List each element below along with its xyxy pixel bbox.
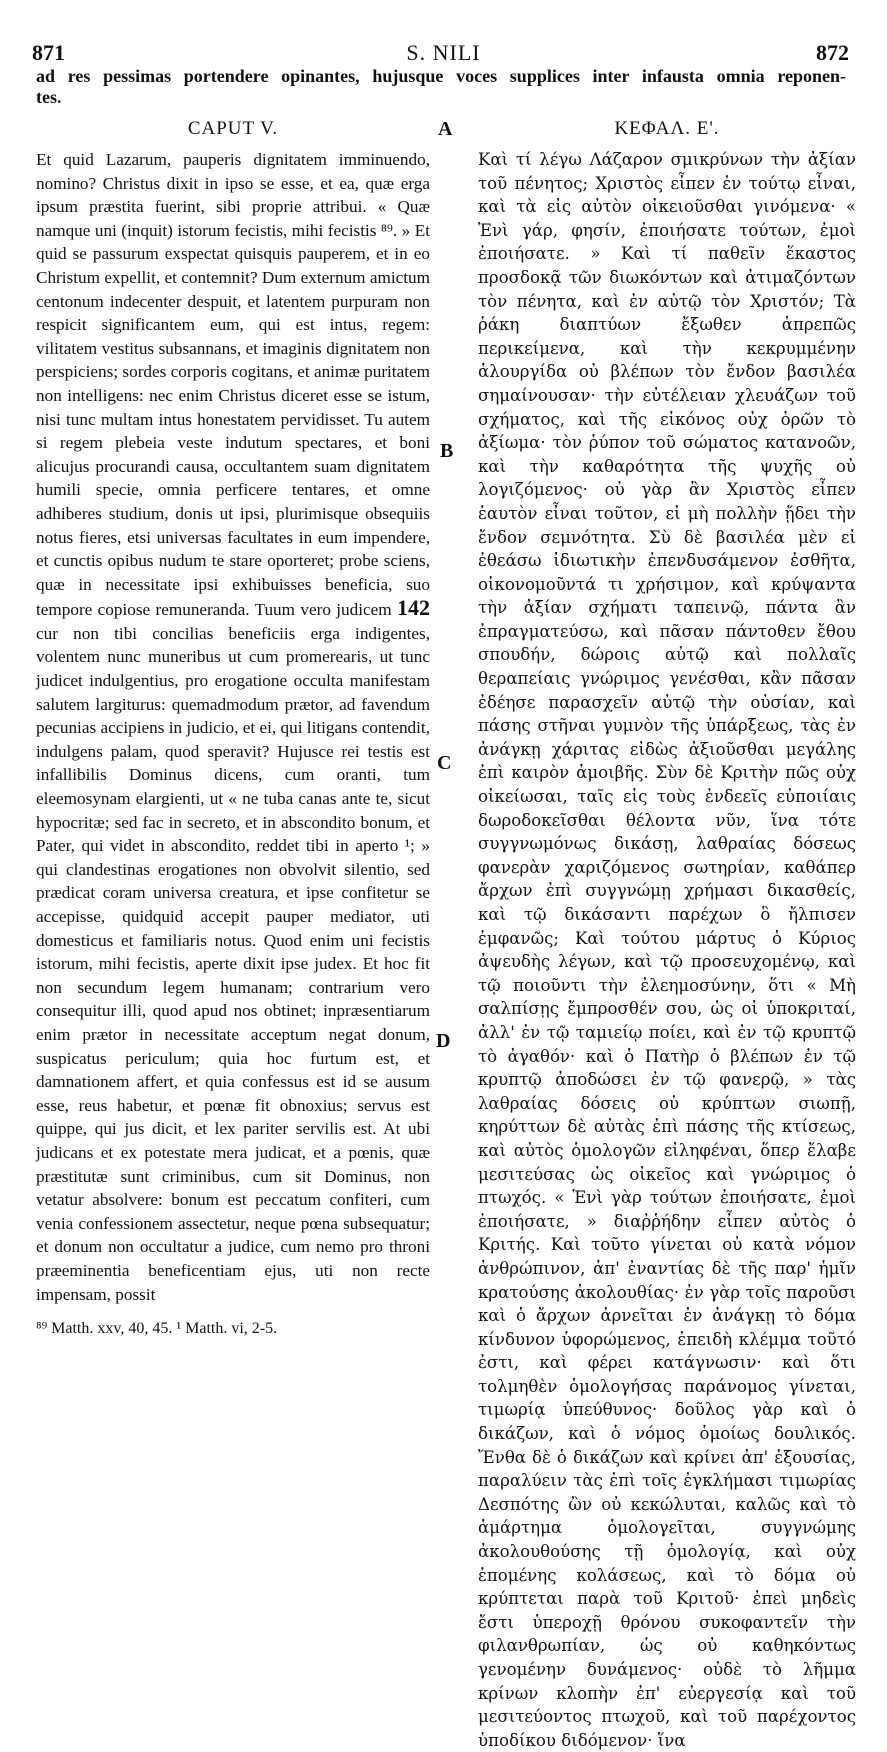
latin-column bbox=[36, 118, 430, 1338]
latin-text-part-2: cur non tibi concilias beneficiis erga indigentes, volentem nunc muneribus ut cum promerearis, ut tunc judicet indulgentius, pro erogatione occulta manifestam salutem largiturus: quemadmodum prætor, ad favendum pecunias accipiens in judicio, et ei, qui litigans contendit, indulgens palam, quod speravit? Hujusce rei testis est infallibilis Dominus dicens, cum oranti, tum eleemosynam elargienti, ut « ne tuba canas ante te, sicut hypocritæ; sed fac in secreto, et in abscondito bonum, et Pater, qui videt in abscondito, reddet tibi in aperto ¹; » qui clandestinas erogationes non obvolvit silentio, sed prædicat coram universa creatura, et ipse confitetur se accepisse, quidquid accepit pauper mediator, uti domesticus et familiaris notus. Quod enim uni fecistis istorum, mihi fecistis, aperte dixit ipse judex. Et hoc fit non secundum legem humanam; contrarium vero consequitur illi, quod apud nos obtinet; inpræsentiarum enim prætor in necessitate acceptum negat donum, suspicatus periculum; quia hoc furtum est, et damnationem affert, et quia confessus est id se ausum esse, reus habetur, et pœnæ fit obnoxius; servus est quippe, qui jus dicit, et lex pariter servilis est. At ubi judicans et ex potestate mera judicat, et a pœnis, quæ præstitutæ sunt criminibus, cum sit Dominus, non vetatur absolvere: bonum est peccatum confiteri, cum venia confessionem assectetur, neque pœna subsequatur; et donum non occultatur a judice, cum nemo pro throni præeminentia beneficentiam ejus, uti non recte impensam, possit bbox=[36, 623, 430, 1304]
latin-text bbox=[36, 148, 430, 1306]
margin-letter-c: C bbox=[437, 752, 452, 774]
page-number-right: 872 bbox=[816, 40, 849, 65]
page-number-left: 871 bbox=[32, 40, 65, 65]
latin-chapter-title: CAPUT V. bbox=[187, 118, 279, 139]
footnotes: ⁸⁹ Matth. xxv, 40, 45. ¹ Matth. vi, 2-5. bbox=[36, 1320, 278, 1338]
margin-letter-b: B bbox=[440, 440, 454, 462]
greek-text: Καὶ τί λέγω Λάζαρον σμικρύνων τὴν ἀξίαν τοῦ πένητος; Χριστὸς εἶπεν ἐν τούτῳ εἶναι, καὶ τὰ εἰς αὐτὸν οἰκειοῦσθαι γινόμενα· « Ἑνὶ γάρ, φησίν, ἐποιήσατε τούτων, ἐμοὶ ἐποιήσατε. » Καὶ τί παθεῖν ἕκαστος προσδοκᾷ τῶν διωκόντων καὶ ἀτιμαζόντων τὸν πένητα, καὶ ἐν αὐτῷ τὸν Χριστόν; Τὰ ῥάκη διαπτύων ἔξωθεν ἀπρεπῶς περικείμενα, καὶ τὴν κεκρυμμένην ἁλουργίδα οὐ βλέπων τὸν ἔνδον βασιλέα σημαίνουσαν· τὴν εὐτέλειαν χλευάζων τοῦ σχήματος, καὶ τῆς εἰκόνος οὐχ ὁρῶν τὸ ἀξίωμα· τὸν ῥύπον τοῦ σώματος κατανοῶν, καὶ τὴν καθαρότητα τῆς ψυχῆς οὐ λογιζόμενος· οὐ γὰρ ἂν Χριστὸς εἶπεν ἑαυτὸν εἶναι τοῦτον, εἰ μὴ πολλὴν ᾔδει τὴν ἔνδον σεμνότητα. Σὺ δὲ βασιλέα μὲν εἰ ἐθεάσω ἰδιωτικὴν ἐπενδυσάμενον ἐσθῆτα, οἰκονομοῦντά τι χρήσιμον, καὶ κρύψαντα τὴν ἀξίαν σχήματι ταπεινῷ, πάντα ἂν ἐπραγματεύσω, καὶ πᾶσαν πάντοθεν ἔθου σπουδήν, δώροις αὐτῷ καὶ πολλαῖς θεραπείαις γνώριμος γενέσθαι, κἂν πᾶσαν ἐδέησε παρασχεῖν αὐτῷ τὴν οὐσίαν, καὶ πάσης στῆναι γυμνὸν τῆς ὑπάρξεως, τὰς ἐν ἀνάγκῃ χάριτας εἰδὼς ἀξιοῦσθαι μεγάλης ἐπὶ καιρὸν ἀμοιβῆς. Σὺν δὲ Κριτὴν πῶς οὐχ οἰκείωσαι, ταῖς εἰς τοὺς ἐνδεεῖς εὐποιίαις δωροδοκεῖσθαι θέλοντα νῦν, ἵνα τότε συγγνωμόνως δικάσῃ, λαθραίας δόσεως φανερὰν χαριζόμενος σωτηρίαν, καθάπερ ἄρχων ἐπὶ συγγνώμῃ χρήμασι δικασθείς, καὶ τῷ δικάσαντι παρέχων ὃ ἤλπισεν ἐμφανῶς; Καὶ τούτου μάρτυς ὁ Κύριος ἀψευδὴς λέγων, καὶ τῷ προσευχομένῳ, καὶ τῷ ποιοῦντι τὴν ἐλεημοσύνην, ὅτι « Μὴ σαλπίσῃς ἔμπροσθέν σου, ὡς οἱ ὑποκριταί, ἀλλ' ἐν τῷ ταμιείῳ ποίει, καὶ ἐν τῷ κρυπτῷ τὸ ἀγαθόν· καὶ ὁ Πατὴρ ὁ βλέπων ἐν τῷ κρυπτῷ ἀποδώσει ἐν τῷ φανερῷ, » τὰς λαθραίας δόσεις οὐ κρύπτων σιωπῇ, κηρύττων δὲ αὐτὰς ἐπὶ πάσης τῆς κτίσεως, καὶ αὐτὸς ὁμολογῶν εἰληφέναι, ὅπερ ἔλαβε μεσιτεύσας ὡς οἰκεῖος καὶ γνώριμος ὁ πτωχός. « Ἑνὶ γὰρ τούτων ἐποιήσατε, ἐμοὶ ἐποιήσατε, » διαῤῥήδην εἶπεν αὐτὸς ὁ Κριτής. Καὶ τοῦτο γίνεται οὐ κατὰ νόμον ἀνθρώπινον, ἀπ' ἐναντίας δὲ τῆς παρ' ἡμῖν κρατούσης ἀκολουθίας· ἐν γὰρ τοῖς παροῦσι καὶ ὁ ἄρχων ἀρνεῖται ἐν ἀνάγκῃ τὸ δόμα κίνδυνον ὑφορώμενος, ἐπειδὴ κλέμμα τοῦτό ἐστι, καὶ φέρει κατάγνωσιν· καὶ ὅτι τολμηθὲν ὁμολογήσας παράνομος γίνεται, τιμωρίᾳ ὑπεύθυνος· δοῦλος γὰρ καὶ ὁ δικάζων, καὶ ὁ νόμος ὁμοίως δουλικός. Ἔνθα δὲ ὁ δικάζων καὶ κρίνει ἀπ' ἐξουσίας, παραλύειν τὰς ἐπὶ τοῖς ἐγκλήμασι τιμωρίας Δεσπότης ὢν οὐ κεκώλυται, καλῶς καὶ τὸ ἁμάρτημα ὁμολογεῖται, συγγνώμης ἀκολουθούσης τῇ ὁμολογίᾳ, καὶ οὐχ ἑπομένης κολάσεως, καὶ τὸ δόμα οὐ κρύπτεται παρὰ τοῦ Κριτοῦ· ἐπεὶ μηδεὶς ἔστι ὑπεροχῇ θρόνου συκοφαντεῖν τὴν φιλανθρωπίαν, ὡς οὐ καθηκόντως γενομένην δυνάμενος· οὐδὲ τὸ λῆμμα κρίνων κλοπὴν ἐπ' εὐεργεσίᾳ καὶ τοῦ μεσιτεύοντος πτωχοῦ, καὶ τοῦ παρέχοντος ὑποδίκου διδόμενον· ἵνα bbox=[478, 150, 856, 1750]
continuation-line-end: tes. bbox=[36, 87, 62, 107]
margin-letter-d: D bbox=[436, 1030, 451, 1052]
column-page-marker: 142 bbox=[397, 595, 430, 621]
continuation-line: ad res pessimas portendere opinantes, hujusque voces supplices inter infausta omnia reponen- bbox=[36, 66, 846, 86]
greek-column bbox=[478, 118, 856, 1752]
latin-text-part-1: Et quid Lazarum, pauperis dignitatem imminuendo, nomino? Christus dixit in ipso se esse, et ea, quæ erga ipsum præstita fuerint, sibi proprie attribui. « Quæ namque uni (inquit) istorum fecistis, mihi fecistis ⁸⁹. » Et quid se passurum exspectat quisquis pauperem, et in eo Christum expellit, et contemnit? Dum externum amictum centonum indecenter despuit, et latentem purpuram non respicit significantem eum, qui est intus, regem: vilitatem vestitus subsannans, et imaginis dignitatem non perspiciens; sordes corporis cogitans, et animæ puritatem non intelligens: nec enim Christus diceret esse se istum, nisi tunc multam intus honestatem pervidisset. Tu autem si regem plebeia veste indutum spectares, et boni alicujus procurandi causa, occultantem suam dignitatem humili specie, omnia perficere tentares, et omne adhiberes studium, donis ut ipsi, plurimisque obsequiis notus fieres, etsi universas facultates in eum impendere, et cunctis opibus nudum te stare oporteret; probe sciens, quæ in necessitate ipsi exhibuisses beneficia, suo tempore copiose remuneranda. Tuum vero judicem bbox=[36, 150, 430, 620]
greek-chapter-title: ΚΕΦΑΛ. Ε'. bbox=[614, 118, 720, 139]
margin-letter-a: A bbox=[438, 118, 453, 140]
running-head: S. NILI bbox=[406, 40, 481, 65]
